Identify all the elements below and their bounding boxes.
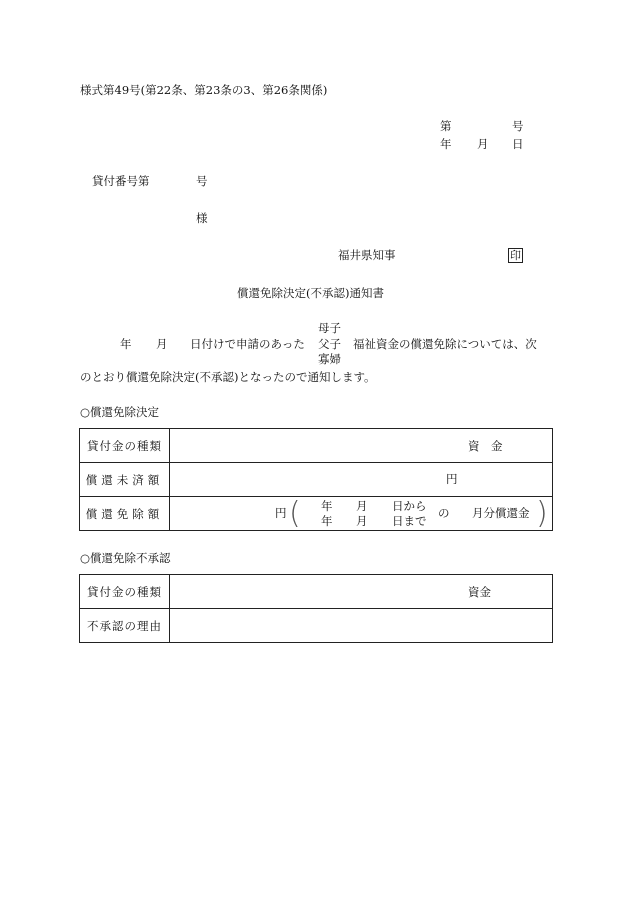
document-title: 償還免除決定(不承認)通知書 [237, 286, 384, 300]
right-parenthesis: ) [536, 496, 548, 531]
from-day: 日から [392, 499, 427, 513]
particle-no: の [438, 506, 450, 520]
loan-number-prefix: 貸付番号第 [92, 174, 150, 188]
body-month: 月 [156, 337, 168, 351]
stack-boshi: 母子 [318, 321, 341, 335]
loan-type-value: 資金 [468, 585, 491, 599]
stack-fushi: 父子 [318, 337, 341, 351]
left-parenthesis: ( [289, 496, 301, 531]
body-year: 年 [120, 337, 132, 351]
rejection-reason-label: 不承認の理由 [80, 609, 170, 643]
section-approval-heading: ○償還免除決定 [80, 405, 160, 419]
date-month: 月 [477, 137, 489, 151]
until-year: 年 [321, 514, 333, 528]
loan-type-label: 貸付金の種類 [80, 575, 170, 609]
document-number-prefix: 第 [440, 119, 452, 133]
stack-kafu: 寡婦 [318, 352, 341, 366]
table-row [80, 463, 553, 497]
issuer-name: 福井県知事 [338, 248, 396, 262]
unpaid-amount-cell [170, 463, 553, 497]
section-rejection-heading: ○償還免除不承認 [80, 551, 171, 565]
unpaid-amount-yen: 円 [446, 472, 458, 486]
table-row [80, 497, 553, 531]
seal-mark: 印 [510, 249, 521, 262]
body-text-3: のとおり償還免除決定(不承認)となったので通知します。 [80, 370, 376, 384]
loan-type-cell [170, 575, 553, 609]
exempt-amount-cell [170, 497, 553, 531]
unpaid-amount-label: 償還未済額 [80, 463, 170, 497]
rejection-table [79, 574, 553, 643]
from-year: 年 [321, 499, 333, 513]
form-id: 様式第49号(第22条、第23条の3、第26条関係) [80, 83, 328, 97]
until-month: 月 [356, 514, 368, 528]
addressee-honorific: 様 [196, 211, 208, 225]
table-row [80, 609, 553, 643]
body-text-1: 日付けで申請のあった [190, 337, 305, 351]
document-number-suffix: 号 [512, 119, 524, 133]
loan-type-value: 資 金 [468, 439, 503, 453]
loan-type-cell [170, 429, 553, 463]
loan-type-label: 貸付金の種類 [80, 429, 170, 463]
until-day: 日まで [392, 514, 427, 528]
date-year: 年 [440, 137, 452, 151]
exempt-amount-yen: 円 [275, 506, 287, 520]
date-day: 日 [512, 137, 524, 151]
exempt-amount-label: 償還免除額 [80, 497, 170, 531]
table-row [80, 575, 553, 609]
monthly-repayment: 月分償還金 [472, 506, 530, 520]
table-row [80, 429, 553, 463]
loan-number-suffix: 号 [196, 174, 208, 188]
rejection-reason-cell [170, 609, 553, 643]
from-month: 月 [356, 499, 368, 513]
body-text-2: 福祉資金の償還免除については、次 [353, 337, 537, 351]
approval-table [79, 428, 553, 531]
